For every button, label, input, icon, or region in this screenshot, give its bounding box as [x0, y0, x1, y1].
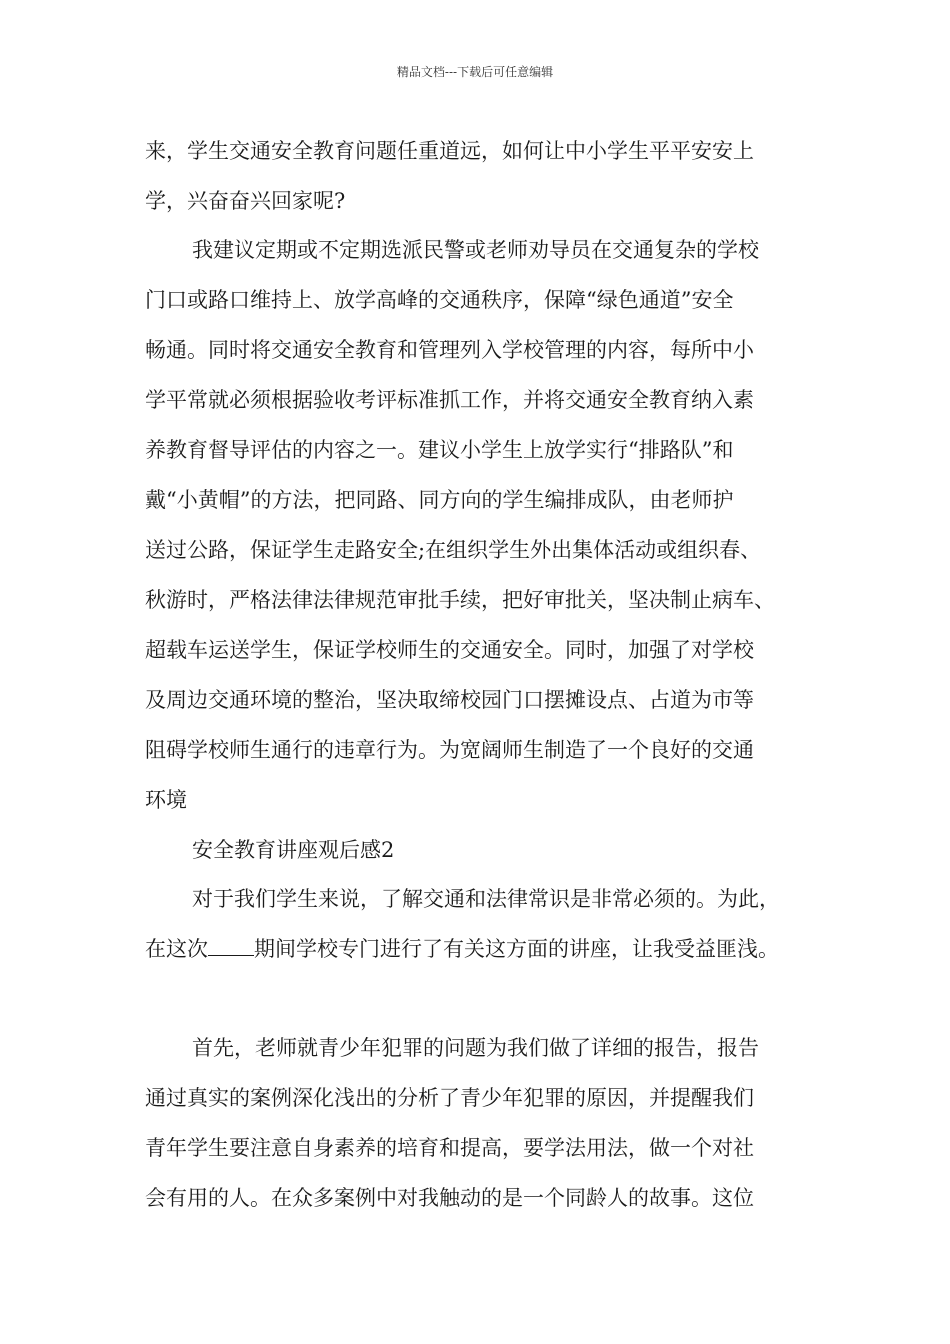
page-header: 精品文档---下载后可任意编辑 — [396, 65, 554, 79]
text-fragment: 期间学校专门进行了有关这方面的讲座，让我受益匪浅。 — [254, 937, 779, 961]
text-line: 畅通。同时将交通安全教育和管理列入学校管理的内容，每所中小 — [145, 338, 754, 362]
text-line: 养教育督导评估的内容之一。建议小学生上放学实行“排路队”和 — [145, 438, 734, 462]
text-line: 来，学生交通安全教育问题任重道远，如何让中小学生平平安安上 — [145, 139, 754, 163]
text-line: 阻碍学校师生通行的违章行为。为宽阔师生制造了一个良好的交通 — [145, 738, 754, 762]
text-line: 环境 — [145, 788, 187, 812]
text-line: 及周边交通环境的整治，坚决取缔校园门口摆摊设点、占道为市等 — [145, 688, 754, 712]
text-line: 秋游时，严格法律法律规范审批手续，把好审批关，坚决制止病车、 — [145, 588, 775, 612]
text-line: 通过真实的案例深化浅出的分析了青少年犯罪的原因，并提醒我们 — [145, 1086, 754, 1110]
text-line: 戴“小黄帽”的方法，把同路、同方向的学生编排成队，由老师护 — [145, 488, 734, 512]
text-line: 学，兴奋奋兴回家呢? — [145, 189, 346, 213]
text-line: 首先，老师就青少年犯罪的问题为我们做了详细的报告，报告 — [192, 1036, 759, 1060]
text-line: 我建议定期或不定期选派民警或老师劝导员在交通复杂的学校 — [192, 238, 759, 262]
text-line-with-blank — [145, 934, 779, 964]
text-line: 送过公路，保证学生走路安全;在组织学生外出集体活动或组织春、 — [145, 538, 762, 562]
text-line: 会有用的人。在众多案例中对我触动的是一个同龄人的故事。这位 — [145, 1186, 754, 1210]
text-fragment: 在这次 — [145, 937, 208, 961]
fill-in-blank — [208, 935, 254, 956]
text-line: 青年学生要注意自身素养的培育和提高，要学法用法，做一个对社 — [145, 1136, 754, 1160]
text-line: 门口或路口维持上、放学高峰的交通秩序，保障“绿色通道”安全 — [145, 288, 734, 312]
text-line: 对于我们学生来说，了解交通和法律常识是非常必须的。为此， — [192, 887, 780, 911]
section-heading: 安全教育讲座观后感2 — [192, 838, 395, 862]
text-line: 超载车运送学生，保证学校师生的交通安全。同时，加强了对学校 — [145, 638, 754, 662]
text-line: 学平常就必须根据验收考评标准抓工作，并将交通安全教育纳入素 — [145, 388, 754, 412]
